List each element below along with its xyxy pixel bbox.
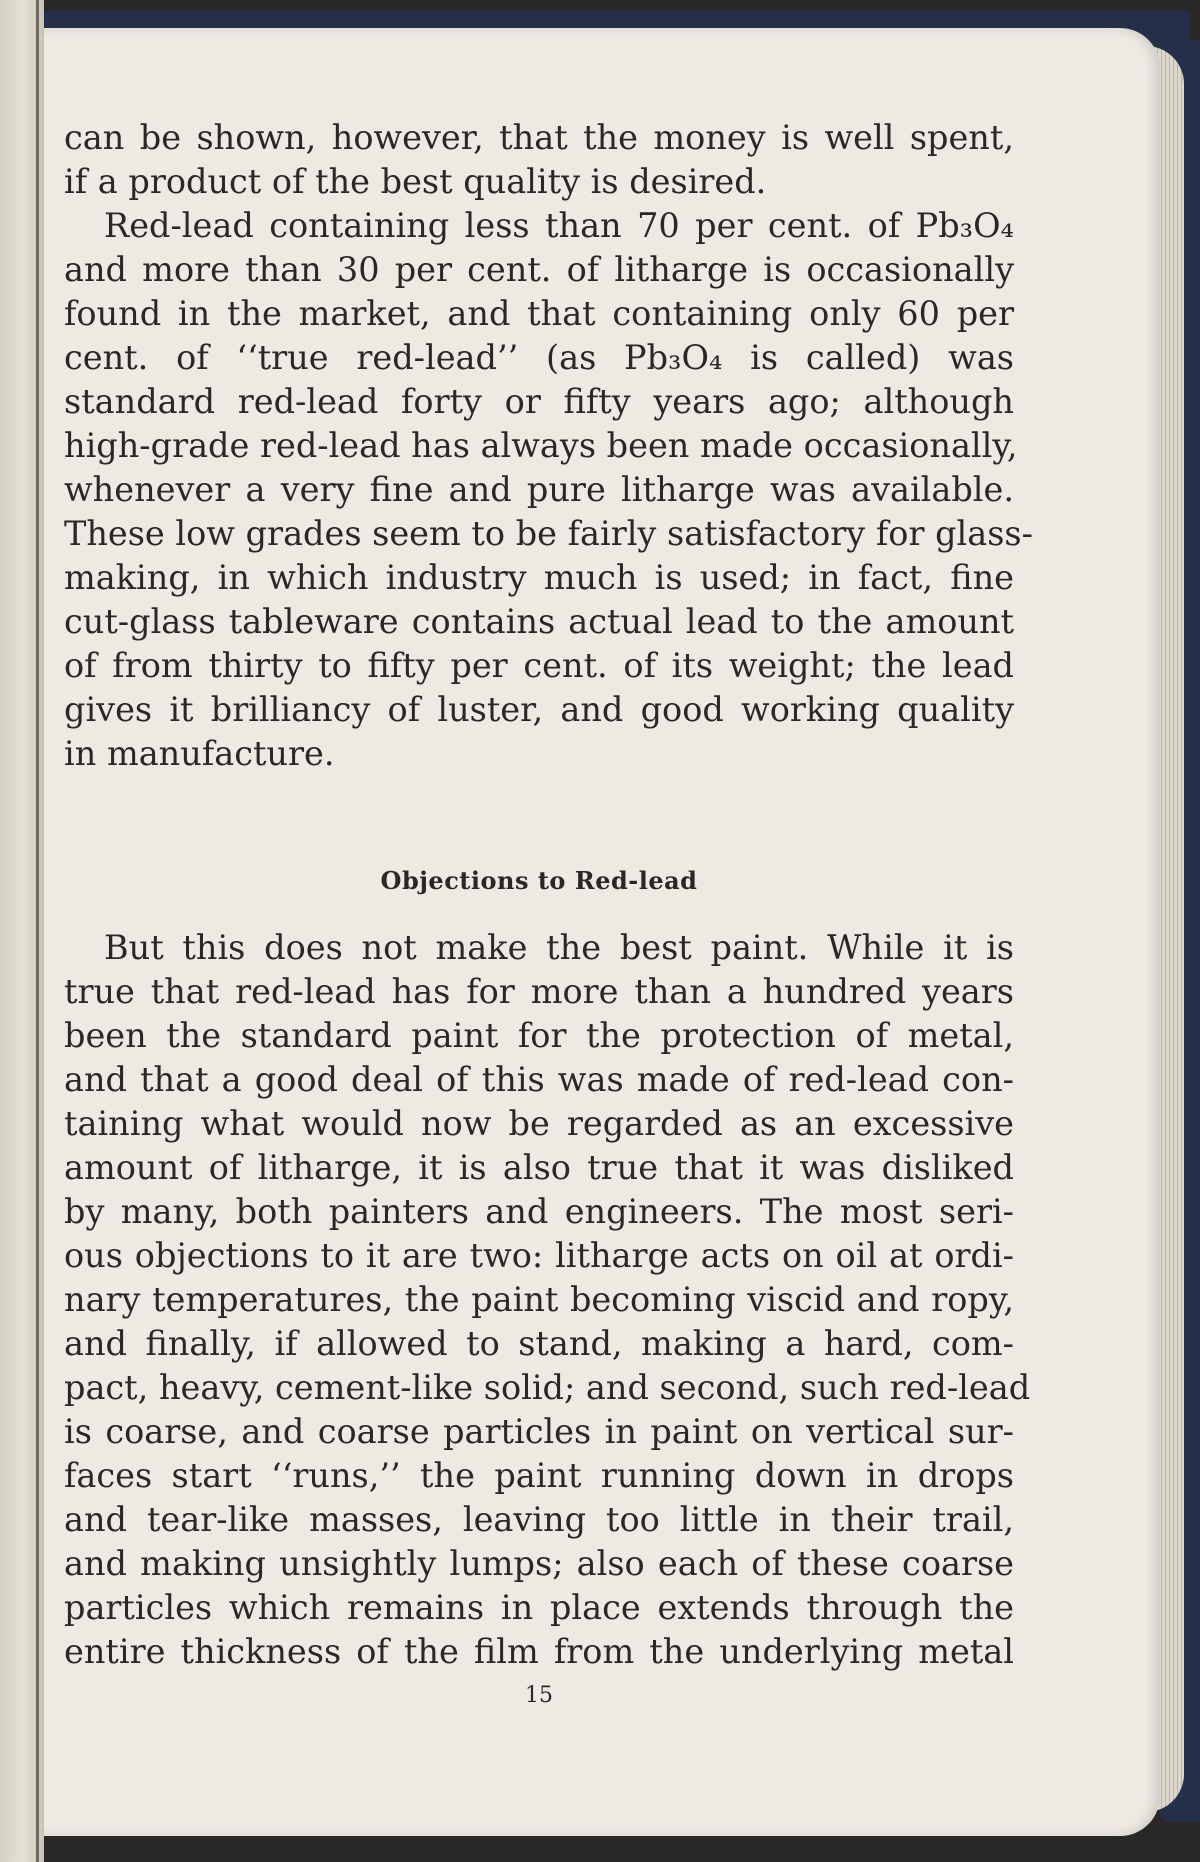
text-line: standard red-lead forty or fifty years ago; although xyxy=(64,382,1014,421)
text-line: whenever a very fine and pure litharge was available. xyxy=(64,470,1014,509)
text-line: cut-glass tableware contains actual lead to the amount xyxy=(64,602,1014,641)
text-line: nary temperatures, the paint becoming viscid and ropy, xyxy=(64,1280,1014,1319)
paragraph-objections xyxy=(64,926,1031,1674)
text-line: Red-lead containing less than 70 per cent. of Pb₃O₄ xyxy=(104,206,1014,245)
text-line: and making unsightly lumps; also each of these coarse xyxy=(64,1544,1014,1583)
text-line: high-grade red-lead has always been made occasionally, xyxy=(64,426,1018,465)
text-line: These low grades seem to be fairly satisfactory for glass- xyxy=(64,514,1033,553)
text-line: cent. of ‘‘true red-lead’’ (as Pb₃O₄ is called) was xyxy=(64,338,1014,377)
text-line: and tear-like masses, leaving too little in their trail, xyxy=(64,1500,1014,1539)
page-number: 15 xyxy=(525,1683,553,1708)
book-gutter xyxy=(0,0,44,1862)
text-line: is coarse, and coarse particles in paint on vertical sur- xyxy=(64,1412,1014,1451)
text-line: if a product of the best quality is desired. xyxy=(64,162,767,201)
text-line: amount of litharge, it is also true that it was disliked xyxy=(64,1148,1014,1187)
text-line: taining what would now be regarded as an excessive xyxy=(64,1104,1014,1143)
text-line: and that a good deal of this was made of red-lead con- xyxy=(64,1060,1014,1099)
text-line: But this does not make the best paint. While it is xyxy=(104,928,1014,967)
text-line: pact, heavy, cement-like solid; and second, such red-lead xyxy=(64,1368,1031,1407)
book-page xyxy=(40,28,1160,1836)
paragraph-continued xyxy=(64,116,1014,204)
text-line: true that red-lead has for more than a hundred years xyxy=(64,972,1014,1011)
text-line: entire thickness of the film from the underlying metal xyxy=(64,1632,1014,1671)
text-line: and finally, if allowed to stand, making a hard, com- xyxy=(64,1324,1014,1363)
text-line: ous objections to it are two: litharge acts on oil at ordi- xyxy=(64,1236,1014,1275)
text-line: been the standard paint for the protection of metal, xyxy=(64,1016,1014,1055)
gutter-fold-line xyxy=(36,0,39,1862)
text-line: faces start ‘‘runs,’’ the paint running down in drops xyxy=(64,1456,1014,1495)
section-heading: Objections to Red-lead xyxy=(380,866,698,895)
paragraph-red-lead-grades xyxy=(64,204,1033,776)
text-line: found in the market, and that containing only 60 per xyxy=(64,294,1014,333)
text-line: making, in which industry much is used; in fact, fine xyxy=(64,558,1014,597)
text-line: by many, both painters and engineers. The most seri- xyxy=(64,1192,1014,1231)
text-line: gives it brilliancy of luster, and good working quality xyxy=(64,690,1014,729)
text-line: particles which remains in place extends through the xyxy=(64,1588,1014,1627)
text-line: in manufacture. xyxy=(64,734,335,773)
text-line: can be shown, however, that the money is well spent, xyxy=(64,118,1014,157)
text-line: and more than 30 per cent. of litharge is occasionally xyxy=(64,250,1014,289)
text-line: of from thirty to fifty per cent. of its weight; the lead xyxy=(64,646,1014,685)
